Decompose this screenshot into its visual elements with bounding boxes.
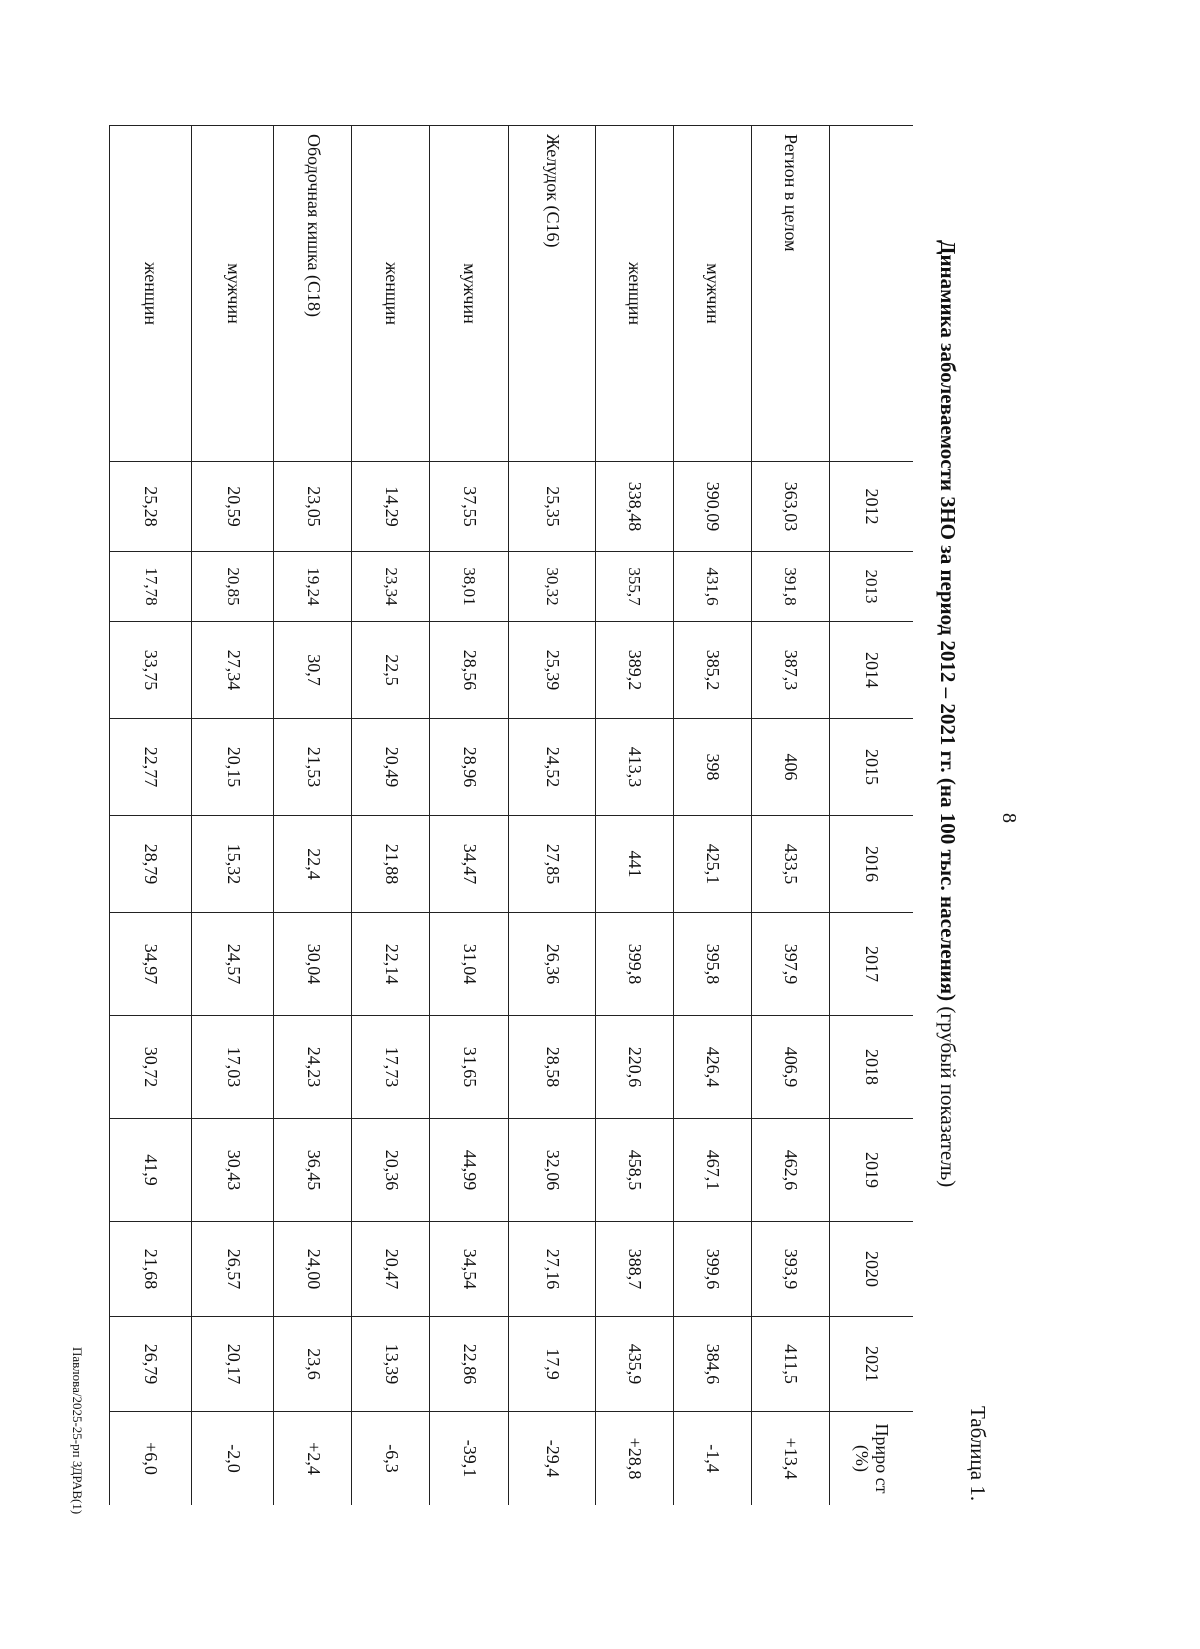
value-cell: 399,6 (673, 1221, 751, 1316)
value-cell: -1,4 (673, 1411, 751, 1505)
value-cell: 33,75 (109, 621, 191, 718)
value-cell: 34,47 (429, 815, 508, 912)
value-cell: 385,2 (673, 621, 751, 718)
row-label: женщин (109, 125, 191, 461)
value-cell: 406,9 (751, 1015, 829, 1118)
value-cell: 24,23 (273, 1015, 351, 1118)
value-cell: 26,36 (509, 912, 595, 1015)
value-cell: 433,5 (751, 815, 829, 912)
value-cell: 390,09 (673, 461, 751, 551)
value-cell: 30,04 (273, 912, 351, 1015)
value-cell: 26,57 (191, 1221, 273, 1316)
header-cell: 2016 (829, 815, 913, 912)
table-row (109, 125, 191, 1505)
value-cell: 22,4 (273, 815, 351, 912)
header-cell: 2013 (829, 551, 913, 621)
value-cell: 398 (673, 718, 751, 815)
value-cell: 355,7 (595, 551, 673, 621)
value-cell: 36,45 (273, 1118, 351, 1221)
header-corner-cell (829, 125, 913, 461)
row-label: мужчин (429, 125, 508, 461)
table-label: Таблица 1. (966, 1406, 990, 1502)
value-cell: 387,3 (751, 621, 829, 718)
value-cell: 413,3 (595, 718, 673, 815)
row-label: женщин (595, 125, 673, 461)
value-cell: 30,72 (109, 1015, 191, 1118)
header-cell: Приро ст (%) (829, 1411, 913, 1505)
value-cell: 22,5 (351, 621, 429, 718)
value-cell: 22,77 (109, 718, 191, 815)
value-cell: 25,39 (509, 621, 595, 718)
table-row (751, 125, 829, 1505)
table-header-row (829, 125, 913, 1505)
value-cell: 34,54 (429, 1221, 508, 1316)
value-cell: 22,86 (429, 1316, 508, 1411)
value-cell: 41,9 (109, 1118, 191, 1221)
header-cell: 2020 (829, 1221, 913, 1316)
value-cell: 20,15 (191, 718, 273, 815)
row-label: Регион в целом (751, 125, 829, 461)
value-cell: +2,4 (273, 1411, 351, 1505)
value-cell: 28,58 (509, 1015, 595, 1118)
value-cell: 31,65 (429, 1015, 508, 1118)
value-cell: 406 (751, 718, 829, 815)
row-label: женщин (351, 125, 429, 461)
table-title-bold: Динамика заболеваемости ЗНО за период 2012 – 2021 гг. (на 100 тыс. населения) (936, 240, 960, 1002)
value-cell: 19,24 (273, 551, 351, 621)
value-cell: 389,2 (595, 621, 673, 718)
row-label: мужчин (191, 125, 273, 461)
value-cell: 37,55 (429, 461, 508, 551)
value-cell: -6,3 (351, 1411, 429, 1505)
value-cell: 14,29 (351, 461, 429, 551)
value-cell: 393,9 (751, 1221, 829, 1316)
value-cell: 431,6 (673, 551, 751, 621)
row-label: Желудок (С16) (509, 125, 595, 461)
value-cell: 21,53 (273, 718, 351, 815)
value-cell: 23,6 (273, 1316, 351, 1411)
value-cell: 21,88 (351, 815, 429, 912)
table-row (509, 125, 595, 1505)
value-cell: 34,97 (109, 912, 191, 1015)
table-row (273, 125, 351, 1505)
value-cell: 462,6 (751, 1118, 829, 1221)
value-cell: 411,5 (751, 1316, 829, 1411)
value-cell: 17,9 (509, 1316, 595, 1411)
value-cell: 25,28 (109, 461, 191, 551)
table-title-note: (грубый показатель) (936, 1001, 960, 1188)
value-cell: -29,4 (509, 1411, 595, 1505)
value-cell: 23,34 (351, 551, 429, 621)
value-cell: 17,73 (351, 1015, 429, 1118)
header-cell: 2018 (829, 1015, 913, 1118)
value-cell: 441 (595, 815, 673, 912)
header-cell: 2021 (829, 1316, 913, 1411)
value-cell: 30,7 (273, 621, 351, 718)
value-cell: 27,34 (191, 621, 273, 718)
value-cell: 23,05 (273, 461, 351, 551)
row-label: мужчин (673, 125, 751, 461)
header-cell: 2019 (829, 1118, 913, 1221)
value-cell: 13,39 (351, 1316, 429, 1411)
value-cell: 17,78 (109, 551, 191, 621)
value-cell: 28,56 (429, 621, 508, 718)
value-cell: 467,1 (673, 1118, 751, 1221)
value-cell: 38,01 (429, 551, 508, 621)
value-cell: 25,35 (509, 461, 595, 551)
value-cell: 399,8 (595, 912, 673, 1015)
header-cell: 2012 (829, 461, 913, 551)
value-cell: 20,59 (191, 461, 273, 551)
value-cell: 15,32 (191, 815, 273, 912)
header-cell: 2014 (829, 621, 913, 718)
value-cell: 17,03 (191, 1015, 273, 1118)
value-cell: 24,57 (191, 912, 273, 1015)
value-cell: 458,5 (595, 1118, 673, 1221)
value-cell: 384,6 (673, 1316, 751, 1411)
table-row (191, 125, 273, 1505)
header-cell: 2015 (829, 718, 913, 815)
value-cell: 32,06 (509, 1118, 595, 1221)
value-cell: 21,68 (109, 1221, 191, 1316)
value-cell: 20,85 (191, 551, 273, 621)
table-row (429, 125, 508, 1505)
value-cell: -2,0 (191, 1411, 273, 1505)
table-container (108, 125, 913, 1505)
value-cell: 27,16 (509, 1221, 595, 1316)
value-cell: 22,14 (351, 912, 429, 1015)
value-cell: 426,4 (673, 1015, 751, 1118)
table-row (351, 125, 429, 1505)
value-cell: 24,52 (509, 718, 595, 815)
value-cell: 395,8 (673, 912, 751, 1015)
value-cell: 44,99 (429, 1118, 508, 1221)
value-cell: 391,8 (751, 551, 829, 621)
value-cell: 363,03 (751, 461, 829, 551)
table-row (673, 125, 751, 1505)
value-cell: 20,47 (351, 1221, 429, 1316)
page-number: 8 (998, 813, 1020, 823)
header-cell: 2017 (829, 912, 913, 1015)
table-title (933, 240, 963, 1480)
value-cell: 28,96 (429, 718, 508, 815)
value-cell: 27,85 (509, 815, 595, 912)
table-row (595, 125, 673, 1505)
value-cell: 220,6 (595, 1015, 673, 1118)
value-cell: +28,8 (595, 1411, 673, 1505)
value-cell: 425,1 (673, 815, 751, 912)
value-cell: 26,79 (109, 1316, 191, 1411)
value-cell: 30,43 (191, 1118, 273, 1221)
value-cell: 24,00 (273, 1221, 351, 1316)
value-cell: 20,17 (191, 1316, 273, 1411)
value-cell: 20,36 (351, 1118, 429, 1221)
row-label: Ободочная кишка (С18) (273, 125, 351, 461)
value-cell: 435,9 (595, 1316, 673, 1411)
incidence-table (109, 125, 914, 1505)
value-cell: 388,7 (595, 1221, 673, 1316)
value-cell: +6,0 (109, 1411, 191, 1505)
value-cell: 30,32 (509, 551, 595, 621)
value-cell: 397,9 (751, 912, 829, 1015)
value-cell: 28,79 (109, 815, 191, 912)
value-cell: 31,04 (429, 912, 508, 1015)
document-footer: Павлова/2025-25-рп ЗДРАВ(1) (70, 1347, 85, 1515)
value-cell: 20,49 (351, 718, 429, 815)
value-cell: +13,4 (751, 1411, 829, 1505)
value-cell: 338,48 (595, 461, 673, 551)
value-cell: -39,1 (429, 1411, 508, 1505)
